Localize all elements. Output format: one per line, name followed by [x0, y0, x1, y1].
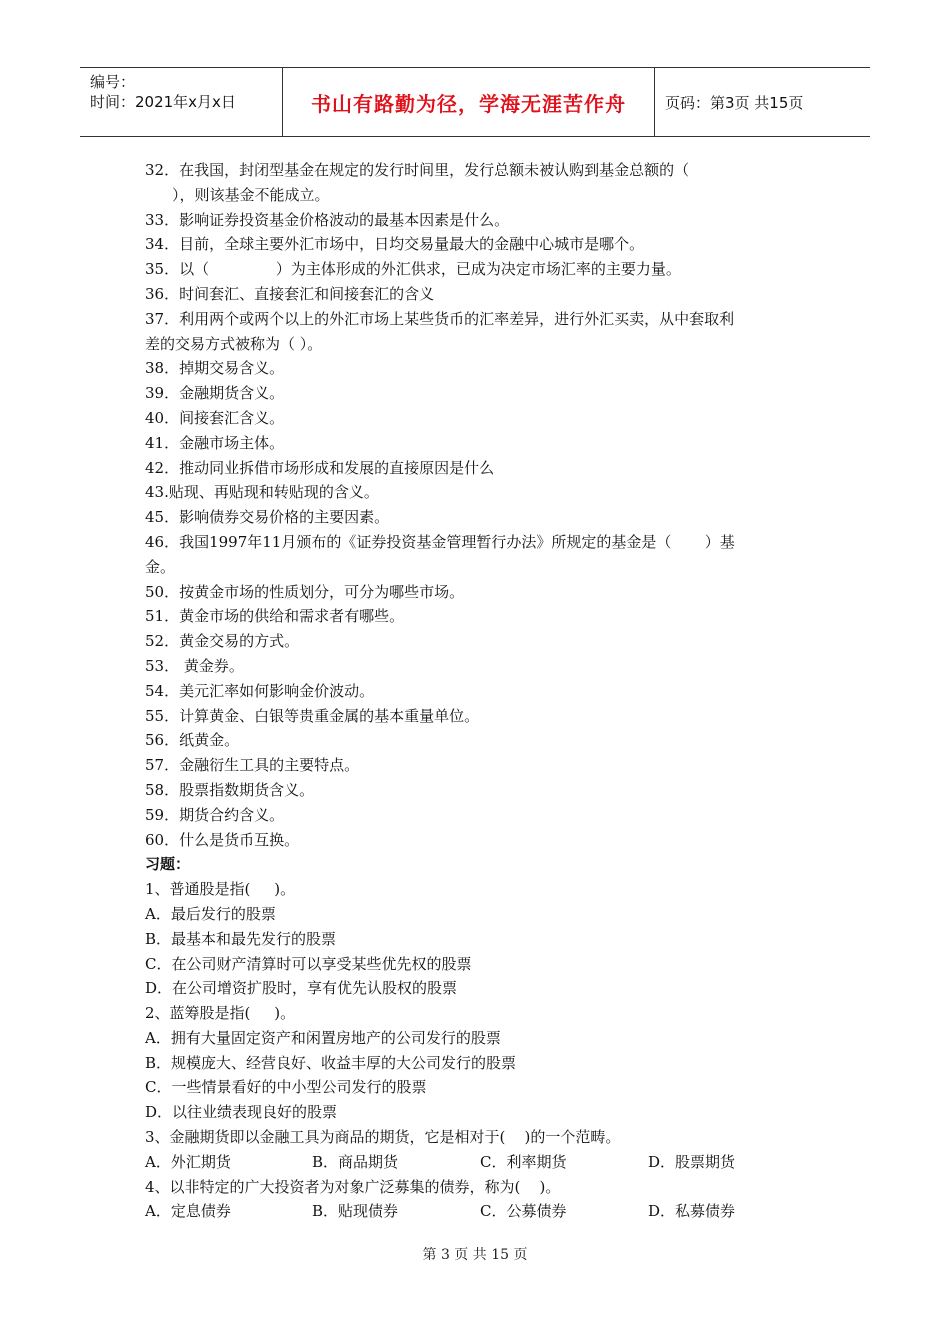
text-line: 41．金融市场主体。: [145, 433, 285, 452]
option-d: D．股票期货: [648, 1152, 736, 1171]
option-line: D．在公司增资扩股时，享有优先认股权的股票: [145, 979, 458, 998]
option-c: C．利率期货: [480, 1152, 567, 1171]
text-line: 33．影响证券投资基金价格波动的最基本因素是什么。: [145, 210, 510, 229]
header-meta: [80, 68, 283, 136]
text-line: 35．以（ ）为主体形成的外汇供求，已成为决定市场汇率的主要力量。: [145, 260, 681, 279]
option-d: D．私募债券: [648, 1202, 736, 1221]
text-line: 40．间接套汇含义。: [145, 408, 285, 427]
text-line: 45．影响债券交易价格的主要因素。: [145, 508, 390, 527]
question-4: 4、以非特定的广大投资者为对象广泛募集的债券，称为( )。: [145, 1177, 561, 1196]
page-footer: 第 3 页 共 15 页: [422, 1247, 528, 1263]
text-line: 59．期货合约含义。: [145, 805, 285, 824]
option-line: A．拥有大量固定资产和闲置房地产的公司发行的股票: [145, 1028, 501, 1047]
text-line: 51．黄金市场的供给和需求者有哪些。: [145, 607, 405, 626]
text-line: 差的交易方式被称为（ ）。: [145, 334, 323, 353]
text-line: 38．掉期交易含义。: [145, 359, 285, 378]
text-line: 金。: [145, 557, 176, 576]
option-a: A．外汇期货: [145, 1152, 231, 1171]
page-header: [80, 67, 870, 137]
question-3: 3、金融期货即以金融工具为商品的期货，它是相对于( )的一个范畴。: [145, 1128, 621, 1147]
option-c: C．公募债券: [480, 1202, 567, 1221]
header-number-label: 编号：: [90, 73, 136, 91]
text-line: 53． 黄金券。: [145, 656, 244, 675]
text-line: 43.贴现、再贴现和转贴现的含义。: [145, 483, 379, 502]
text-line: 52．黄金交易的方式。: [145, 632, 300, 651]
option-line: C．在公司财产清算时可以享受某些优先权的股票: [145, 954, 472, 973]
text-line: 54．美元汇率如何影响金价波动。: [145, 681, 375, 700]
question-1: 1、普通股是指( )。: [145, 880, 296, 899]
option-b: B．商品期货: [312, 1152, 399, 1171]
header-time-label: 时间：2021年x月x日: [90, 93, 236, 111]
option-line: D．以往业绩表现良好的股票: [145, 1103, 338, 1122]
option-b: B．贴现债券: [312, 1202, 399, 1221]
text-line: 57．金融衍生工具的主要特点。: [145, 756, 360, 775]
option-a: A．定息债券: [145, 1202, 231, 1221]
text-line: 55．计算黄金、白银等贵重金属的基本重量单位。: [145, 706, 480, 725]
text-line: 60．什么是货币互换。: [145, 830, 300, 849]
text-line: 36．时间套汇、直接套汇和间接套汇的含义: [145, 284, 435, 303]
text-line: 34．目前，全球主要外汇市场中，日均交易量最大的金融中心城市是哪个。: [145, 235, 645, 254]
text-line: ），则该基金不能成立。: [172, 185, 330, 204]
document-body: [145, 158, 810, 1224]
text-line: 50．按黄金市场的性质划分，可分为哪些市场。: [145, 582, 465, 601]
option-line: C．一些情景看好的中小型公司发行的股票: [145, 1078, 427, 1097]
option-line: B．最基本和最先发行的股票: [145, 929, 337, 948]
text-line: 46．我国1997年11月颁布的《证券投资基金管理暂行办法》所规定的基金是（ ）基: [145, 532, 735, 551]
text-line: 42．推动同业拆借市场形成和发展的直接原因是什么: [145, 458, 495, 477]
header-motto: 书山有路勤为径，学海无涯苦作舟: [283, 68, 655, 136]
text-line: 56．纸黄金。: [145, 731, 240, 750]
exercises-heading: 习题：: [145, 855, 191, 874]
question-2: 2、蓝筹股是指( )。: [145, 1004, 296, 1023]
header-page-info: 页码：第3页 共15页: [665, 93, 804, 112]
option-line: B．规模庞大、经营良好、收益丰厚的大公司发行的股票: [145, 1053, 517, 1072]
option-line: A．最后发行的股票: [145, 904, 276, 923]
question-3-options: [145, 1150, 810, 1175]
text-line: 39．金融期货含义。: [145, 384, 285, 403]
text-line: 37．利用两个或两个以上的外汇市场上某些货币的汇率差异，进行外汇买卖，从中套取利: [145, 309, 735, 328]
text-line: 58．股票指数期货含义。: [145, 780, 315, 799]
question-4-options: [145, 1199, 810, 1224]
text-line: 32．在我国，封闭型基金在规定的发行时间里，发行总额未被认购到基金总额的（: [145, 161, 690, 179]
